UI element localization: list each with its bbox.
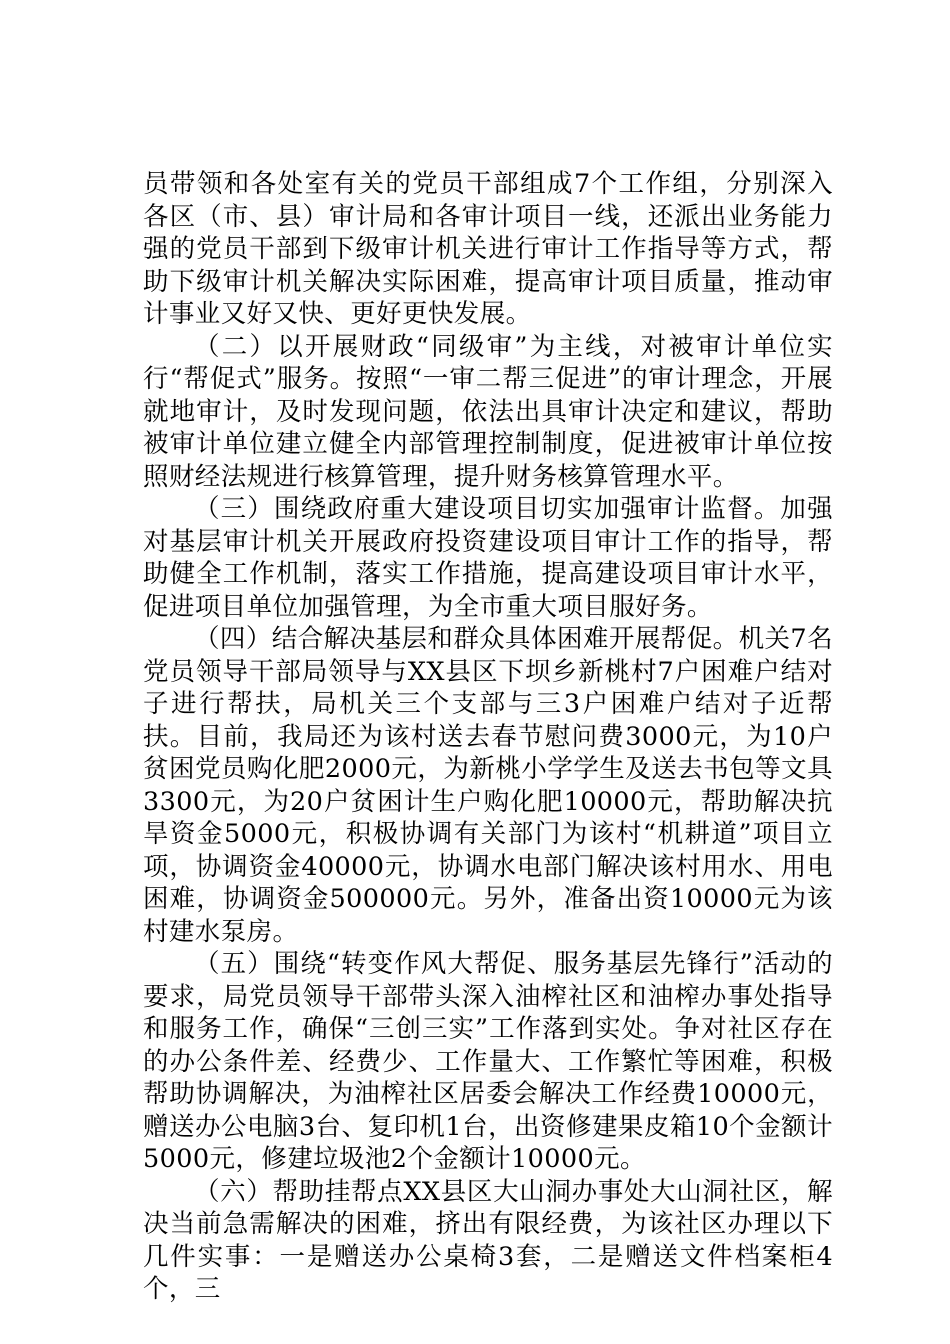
document-body (143, 168, 833, 1306)
paragraph-section-6: （六）帮助挂帮点XX县区大山洞办事处大山洞社区，解决当前急需解决的困难，挤出有限经费，为该社区办理以下几件实事：一是赠送办公桌椅3套，二是赠送文件档案柜4个，三 (143, 1176, 833, 1304)
paragraph-section-2: （二）以开展财政“同级审”为主线，对被审计单位实行“帮促式”服务。按照“一审二帮三促进”的审计理念，开展就地审计，及时发现问题，依法出具审计决定和建议，帮助被审计单位建立健全内部管理控制制度，促进被审计单位按照财经法规进行核算管理，提升财务核算管理水平。 (143, 331, 833, 492)
paragraph-section-5: （五）围绕“转变作风大帮促、服务基层先锋行”活动的要求，局党员领导干部带头深入油榨社区和油榨办事处指导和服务工作，确保“三创三实”工作落到实处。争对社区存在的办公条件差、经费少、工作量大、工作繁忙等困难，积极帮助协调解决，为油榨社区居委会解决工作经费10000元，赠送办公电脑3台、复印机1台，出资修建果皮箱10个金额计5000元，修建垃圾池2个金额计10000元。 (143, 949, 833, 1174)
paragraph-section-4: （四）结合解决基层和群众具体困难开展帮促。机关7名党员领导干部局领导与XX县区下坝乡新桃村7户困难户结对子进行帮扶，局机关三个支部与三3户困难户结对子近帮扶。目前，我局还为该村送去春节慰问费3000元，为10户贫困党员购化肥2000元，为新桃小学学生及送去书包等文具3300元，为20户贫困计生户购化肥10000元，帮助解决抗旱资金5000元，积极协调有关部门为该村“机耕道”项目立项，协调资金40000元，协调水电部门解决该村用水、用电困难，协调资金500000元。另外，准备出资10000元为该村建水泵房。 (143, 624, 833, 947)
paragraph-continuation: 员带领和各处室有关的党员干部组成7个工作组，分别深入各区（市、县）审计局和各审计项目一线，还派出业务能力强的党员干部到下级审计机关进行审计工作指导等方式，帮助下级审计机关解决实际困难，提高审计项目质量，推动审计事业又好又快、更好更快发展。 (143, 169, 833, 329)
paragraph-section-3: （三）围绕政府重大建设项目切实加强审计监督。加强对基层审计机关开展政府投资建设项目审计工作的指导，帮助健全工作机制，落实工作措施，提高建设项目审计水平，促进项目单位加强管理，为全市重大项目服好务。 (143, 494, 833, 622)
